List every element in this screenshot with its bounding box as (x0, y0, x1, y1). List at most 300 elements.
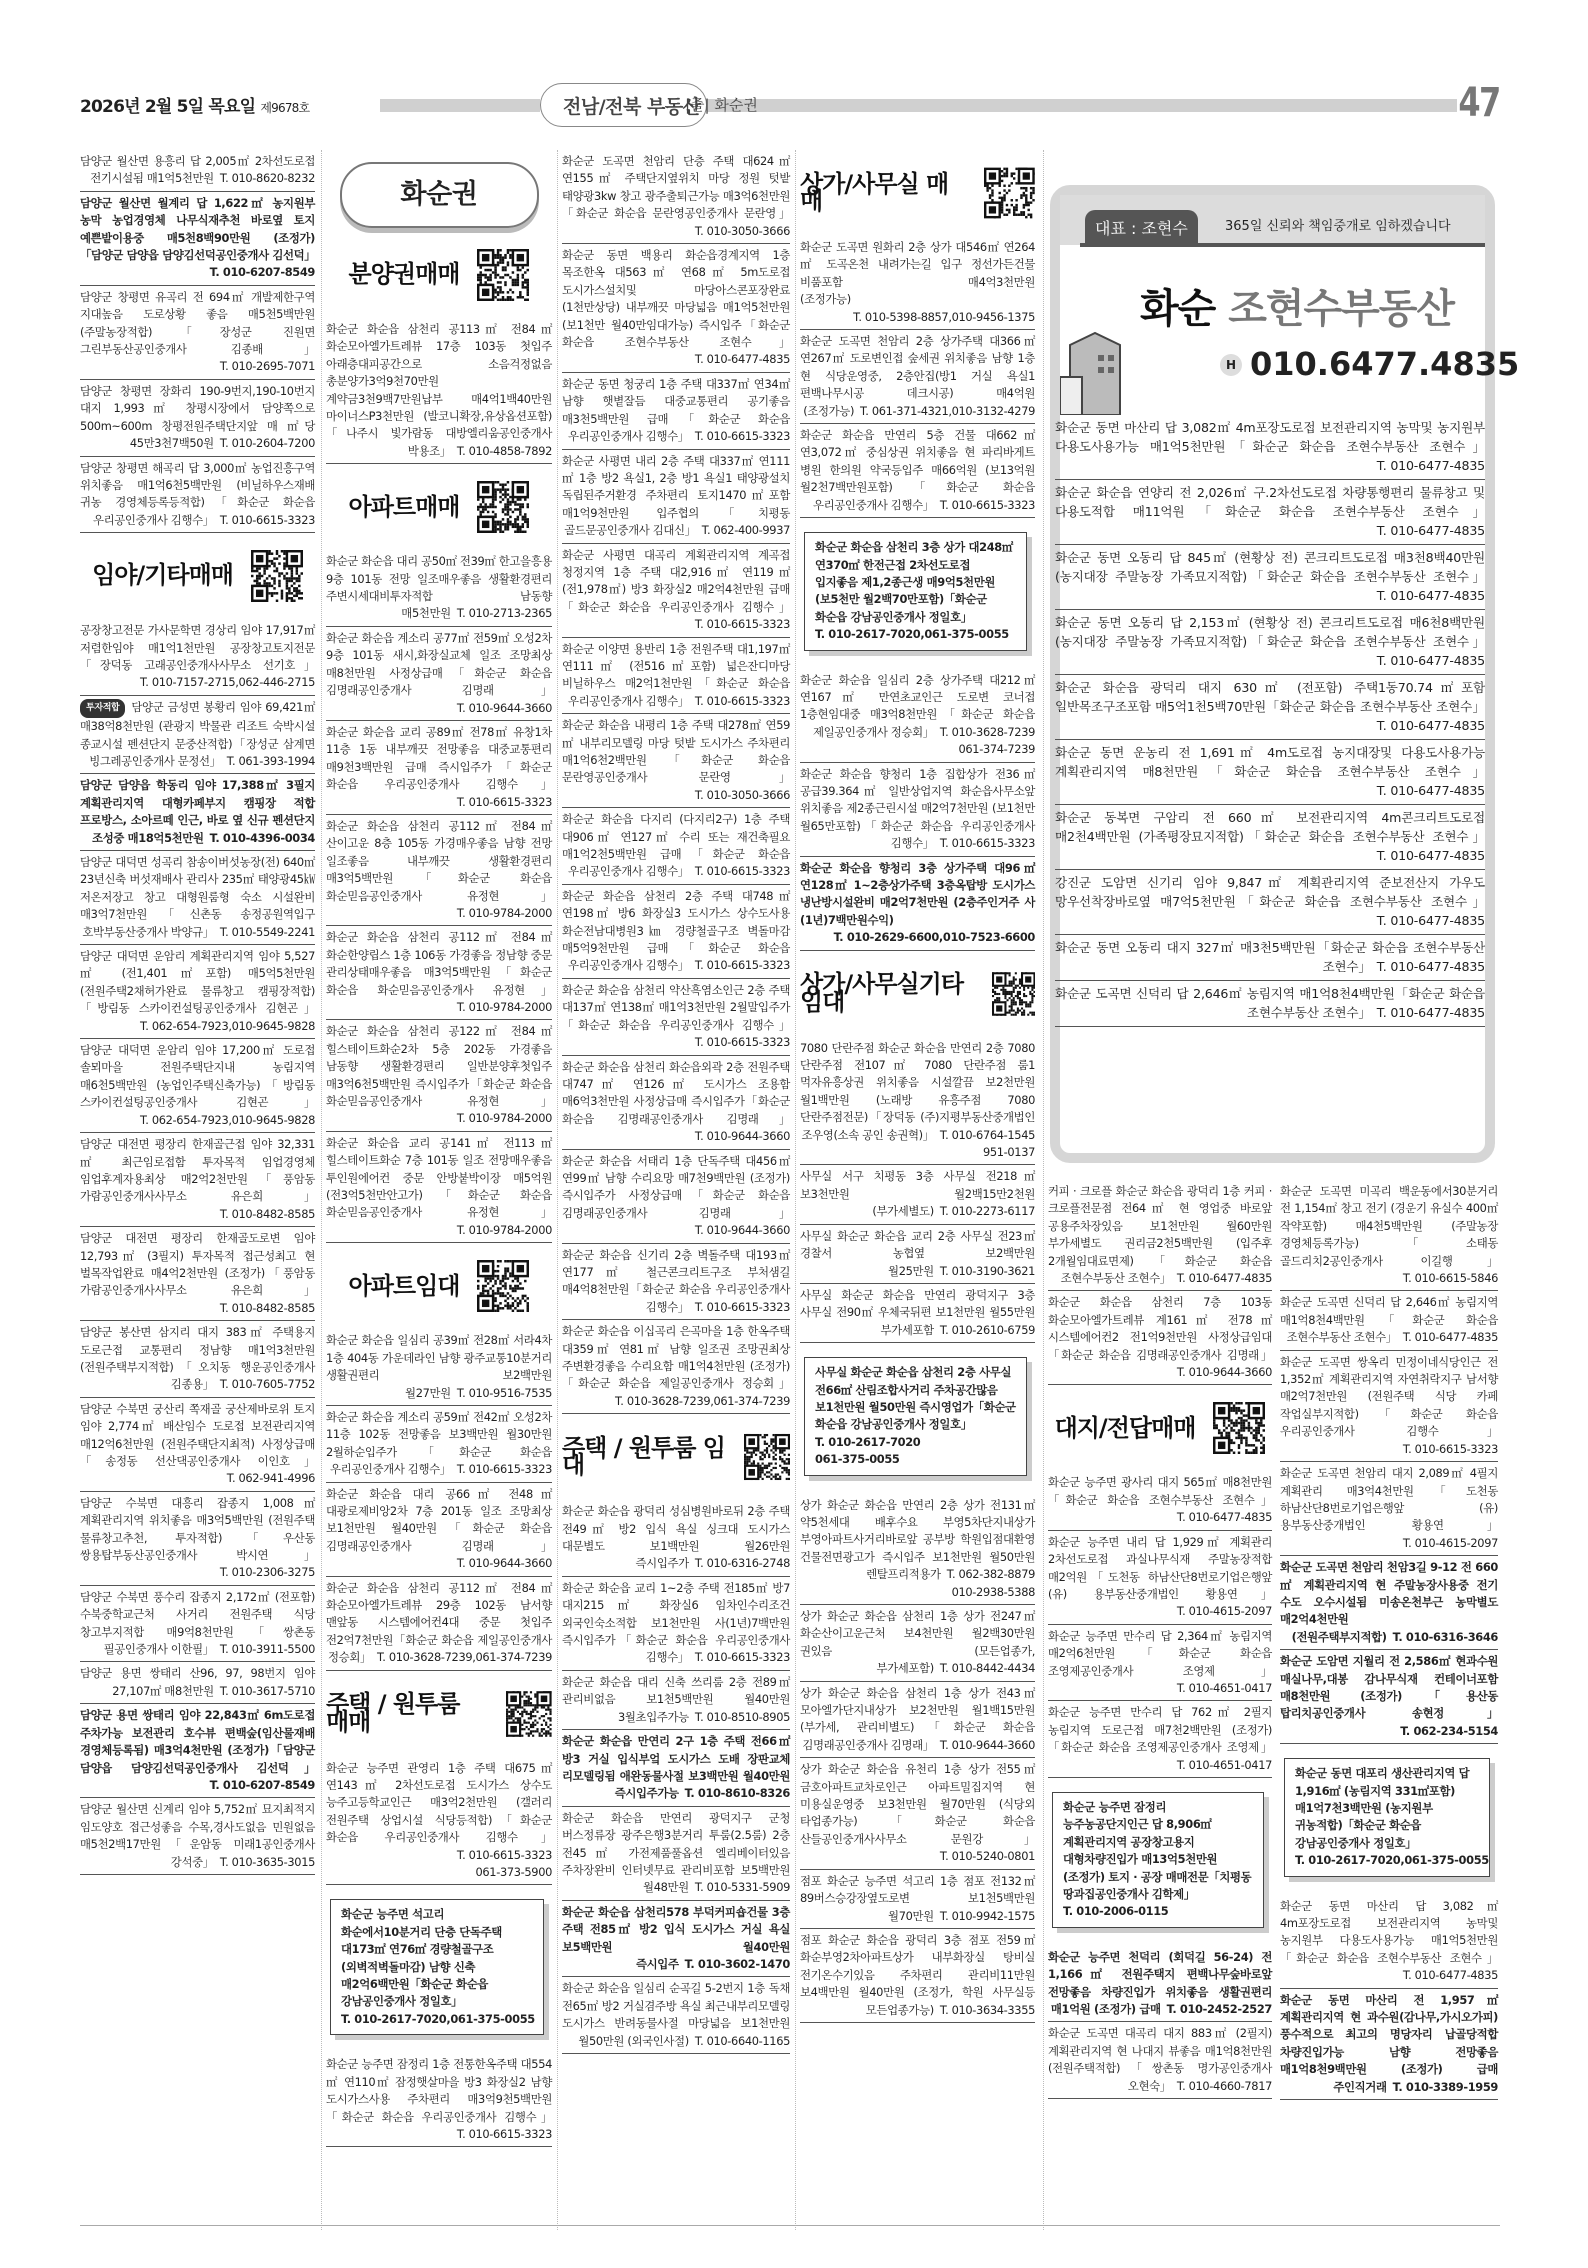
listing-item (326, 1483, 552, 1577)
listing-text: 화순군 능주면 만수리 답 762㎡ 2필지 농림지역 도로근접 매7천2백만원 (조정가)「화순군 화순읍 조영제공인중개사 조영제」 (1048, 1705, 1272, 1755)
issue-date (80, 92, 309, 117)
building-icon (1060, 315, 1130, 415)
listing-phone: T. 010-3050-3666 (694, 223, 790, 238)
category-title: 주택 / 원투룸 임대 (562, 1433, 725, 1480)
listing-phone: T. 010-5240-0801 (939, 1849, 1035, 1864)
listing-item (800, 330, 1035, 424)
listing-text: 담양군 창평면 해곡리 답 3,000㎡ 농업진흥구역 위치좋음 매1억6천5백만원 (비닐하우스재배 귀농 경영체등록등적합)「화순군 화순읍 우리공인중개사 김행수」 (80, 460, 315, 527)
listing-phone: T. 062-654-7923,010-9645-9828 (140, 1112, 315, 1127)
listing-phone: T. 010-6615-3323 (456, 1847, 552, 1862)
listing-text: 화순군 도곡면 천암리 단층 주택 대624㎡ 연155㎡ 주택단지옆위치 마당 정원 텃밭 태양광3kw 창고 광주출퇴근가능 매3억6천만원「화순군 화순읍 문란영공인중개사 문란영」 (562, 154, 790, 221)
listing-item (1280, 1650, 1498, 1744)
listing-item (326, 627, 552, 721)
listing-phone: T. 010-9644-3660 (694, 1129, 790, 1144)
listing-text: 화순군 화순읍 향청리 1층 집합상가 전36㎡ 공급39.364㎡ 일반상업지역 화순읍사무소앞 위치좋음 제2종근린시설 매2억7천만원 (보1천만 월65만포함)「화순군 화순읍 우리공인중개사 김행수」 (800, 766, 1035, 851)
listing-phone: T. 010-9784-2000 (456, 1111, 552, 1126)
listing-phone: T. 010-9784-2000 (456, 1222, 552, 1237)
header-bar-left (380, 99, 540, 112)
listing-text: 화순군 화순읍 광덕리 대지 630㎡ (전포함) 주택1동70.74㎡포함 일반목조구조포함 매5억1천5백70만원「화순군 화순읍 조현수부동산 조현수」 (1055, 680, 1485, 714)
listing-phone: T. 010-6615-3323 (939, 497, 1035, 512)
listing-phone: T. 010-4858-7892 (456, 443, 552, 458)
listing-phone: T. 010-6477-4835 (1402, 1330, 1498, 1345)
listing-text: 화순군 화순읍 내평리 1층 주택 대278㎡ 연59㎡ 내부리모델링 마당 텃밭 도시가스 주차편리 매1억6천2백만원「화순군 화순읍 문란영공인중개사 문란영」 (562, 718, 790, 785)
listing-phone: T. 010-2306-3275 (219, 1565, 315, 1580)
listing-text: 화순군 도곡면 원화리 2층 상가 대546㎡ 연264㎡ 도곡온천 내려가는길 입구 정선가든건물 비품포함 매4억3천만원 (조정가능) (800, 240, 1035, 307)
listing-item (80, 851, 315, 945)
qr-code-icon[interactable] (506, 1688, 552, 1740)
category-header (326, 1247, 552, 1325)
category-header (80, 537, 315, 615)
listing-phone: T. 010-6477-4835 (1376, 588, 1485, 603)
listing-item (1048, 2022, 1272, 2099)
listing-text: 화순군 화순읍 삼천리 화순읍외곽 2층 전원주택 대747㎡ 연126㎡ 도시가스 조용함 매6억3천만원 사정상급매 즉시입주가「화순군 화순읍 김명래공인중개사 김명래」 (562, 1059, 790, 1126)
listing-phone: T. 010-6615-3323 (456, 794, 552, 809)
listing-text: 화순군 화순읍 이십곡리 은곡마을 1층 한옥주택 대359㎡ 연81㎡ 남향 일조권 조망권최상 주변환경좋음 수리요함 매1억4천만원 (조정가)「화순군 화순읍 제일공인중개사 정승회」 (562, 1324, 790, 1391)
listing-text: 화순군 동면 마산리 답 3,082㎡ 4m포장도로접 보전관리지역 농막및 농지원부 다용도사용가능 매1억5천만원「화순군 화순읍 조현수부동산 조현수」 (1280, 1898, 1498, 1965)
slogan: 365일 신뢰와 책임중개로 임하겠습니다 (1225, 219, 1451, 234)
listing-text: 화순군 도암면 지월리 전 2,586㎡ 현과수원 매실나무,대봉 감나무식재 컨테이너포함 매8천만원 (조정가)「용산동 탑리치공인중개사 송현정」 (1280, 1654, 1498, 1721)
listing-phone-secondary: 061-375-0055 (815, 1452, 900, 1467)
listing-text: 상가 화순군 화순읍 만연리 2층 상가 전131㎡ 약5천세대 배후수요 부영5차단지내상가 부영아파트사거리바로앞 공부방 학원입점대환영 건물전면광고가 즉시입주 보1천만원 월50만원 렌탈프리적용가 (800, 1497, 1035, 1582)
listing-phone: T. 010-3628-7239,061-374-7239 (615, 1393, 790, 1408)
listing-item (1048, 1701, 1272, 1778)
listing-text: 담양군 수북면 대흥리 잡종지 1,008㎡ 계획관리지역 위치좋음 매3억5백만원 (전원주택 물류창고추천, 투자적합)「우산동 쌍용탑부동산공인중개사 박시연」 (80, 1495, 315, 1563)
listing-item (80, 457, 315, 534)
listing-phone: T. 010-6615-3323 (694, 693, 790, 708)
listing-phone: T. 010-2604-7200 (219, 436, 315, 451)
listing-text: 담양군 월산면 월계리 답 1,622㎡ 농지원부 농막 농업경영체 나무식재추천 바로옆 토지 예쁜밭이용중 매5천8백90만원 (조정가)「담양군 담양읍 담양김선덕공인중개사 김선덕」 (80, 195, 316, 263)
listing-text: 화순군 도곡면 쌍옥리 민정이네식당인근 전 1,352㎡ 계획관리지역 자연취락지구 남서향 매2억7천만원 (전원주택 식당 카페 작업실부지적합)「화순군 화순읍 우리공인중개사 김행수」 (1280, 1354, 1498, 1439)
brand-name (1140, 277, 1454, 334)
listing-phone: T. 010-6477-4835 (1376, 718, 1485, 733)
listing-item (80, 1586, 315, 1663)
listing-text: 화순군 화순읍 삼천리 3층 상가 대248㎡ 연370㎡ 한전근접 2차선도로접 입지좋음 제1,2종근생 매9억5천만원 (보5천만 월2백70만포함)「화순군 화순읍 강남공인중개사 정일호」 (815, 540, 1013, 624)
listing-phone: T. 010-2617-7020,061-375-0055 (1295, 1853, 1489, 1868)
listing-item (80, 1798, 315, 1875)
listing-phone: T. 010-2629-6600,010-7523-6600 (833, 930, 1035, 945)
listing-item (800, 857, 1035, 951)
listing-phone: T. 010-4651-0417 (1176, 1680, 1272, 1695)
listing-text: 화순군 화순읍 교리 1~2층 주택 전185㎡ 방7 대지215㎡ 화장실6 임차인수리조건 외국인숙소적합 보1천만원 사(1년)7백만원 즉시입주가「화순군 화순읍 우리공인중개사 김행수」 (562, 1580, 790, 1665)
listing-text: 화순군 화순읍 광덕리 성심병원바로뒤 2층 주택 전49㎡ 방2 입식 욕실 싱크대 도시가스 대문별도 보1백만원 월26만원 즉시입주가 (562, 1504, 790, 1571)
listing-text: 점포 화순군 능주면 석고리 1층 점포 전132㎡ 89버스승강장옆도로변 보1천5백만원 월70만원 (800, 1873, 1035, 1923)
listing-text: 화순군 화순읍 삼천리 약산흑염소인근 2층 주택 대137㎡ 연138㎡ 매1억3천만원 2월말입주가「화순군 화순읍 우리공인중개사 김행수」 (562, 982, 790, 1032)
listing-text: 화순군 동면 오동리 답 845㎡ (현황상 전) 콘크리트도로접 매3천8백40만원 (농지대장 주말농장 가족묘지적합)「화순군 화순읍 조현수부동산 조현수」 (1055, 550, 1485, 584)
listing-text: 담양군 금성면 봉황리 임야 69,421㎡ 매38억8천만원 (관광지 박물관 리조트 숙박시설 종교시설 펜션단지 문중산적합)「장성군 삼계면 빙그레공인중개사 문정선」 (80, 699, 315, 768)
listing-phone: T. 010-6615-3323 (694, 429, 790, 444)
listing-text: 화순군 동면 대포리 생산관리지역 답 1,916㎡ (농림지역 331㎡포함) 매1억7천3백만원 (농지원부 귀농적합)「화순군 화순읍 강남공인중개사 정일호」 (1295, 1766, 1470, 1850)
listing-text: 화순군 화순읍 대리 공50㎡ 전39㎡ 한고을흥용 9층 101동 전망 일조매우좋음 생활환경편리 주변시세대비투자적합 남동향 매5천만원 (326, 554, 552, 621)
listing-item (562, 1807, 790, 1901)
listing-text: 담양군 대덕면 운암리 임야 17,200㎡ 도로접 솔뫼마을 전원주택단지내 농림지역 매6천5백만원 (농업인주택신축가능)「방림동 스카이컨설팅공인중개사 김현곤」 (80, 1043, 315, 1110)
listing-text: 화순군 화순읍 교리 공141㎡ 전113㎡ 힐스테이트화순 7층 101동 일조 전망매우좋음 투인원에어컨 중문 안방붙박이장 매5억원 (전3억5천만안고가)「화순군 화순읍 화순믿음공인중개사 유정현」 (326, 1135, 552, 1220)
page-header (80, 80, 1510, 130)
listing-text: 화순군 동면 운농리 전 1,691㎡ 4m도로접 농지대장및 다용도사용가능 계획관리지역 매8천만원「화순군 화순읍 조현수부동산 조현수」 (1055, 745, 1485, 779)
listing-item (1048, 1471, 1272, 1530)
listing-phone: T. 010-3190-3621 (939, 1263, 1035, 1278)
qr-code-icon[interactable] (477, 481, 529, 533)
listing-item (800, 1225, 1035, 1284)
listing-item (562, 544, 790, 638)
listing-item (562, 1977, 790, 2054)
listing-text: 화순군 능주면 잠정리 1층 전통한옥주택 대554㎡ 연110㎡ 잠정햇살마을 방3 화장실2 남향 도시가스사용 주차편리 매3억9천5백만원「화순군 화순읍 우리공인중개사 김행수」 (326, 2057, 552, 2124)
brand-region: 화순 (1140, 286, 1216, 332)
column-divider (1043, 150, 1044, 2230)
listing-phone: T. 010-6477-4835 (1376, 848, 1485, 863)
listing-item (326, 1132, 552, 1243)
listing-phone: T. 010-3617-5710 (219, 1683, 315, 1698)
listing-text: 화순군 도곡면 천암리 대지 2,089㎡ 4필지 계획관리 매3억4천만원「도천동 하남산단8번로기업은행앞 (유) 용부동산중개법인 황용연」 (1280, 1466, 1498, 1533)
listing-text: 화순군 이양면 용반리 1층 전원주택 대1,197㎡ 연111㎡ (전516㎡포함) 넓은잔디마당 비닐하우스 매2억1천만원「화순군 화순읍 우리공인중개사 김행수」 (562, 641, 790, 708)
category-header (326, 468, 552, 546)
listing-text: 화순군 화순읍 삼천리 2층 주택 대748㎡ 연198㎡ 방6 화장실3 도시가스 상수도사용 화순전남대병원3㎞ 경량철골구조 벽돌마감 매5억9천만원 급매「화순군 화순읍 우리공인중개사 김행수」 (562, 888, 790, 973)
category-header (800, 955, 1035, 1033)
listing-item (800, 763, 1035, 857)
listing-text: 화순군 도곡면 천암리 천암3길 9-12 전 660㎡ 계획관리지역 현 주말농장사용중 전기 수도 오수시설됨 미송온천부근 농막별도 매2억4천만원 (전원주택부지적합) (1280, 1560, 1498, 1644)
listing-item (562, 1320, 790, 1414)
listing-item (562, 1671, 790, 1730)
listing-text: 담양군 월산면 신계리 임야 5,752㎡ 묘지최적지 임도양호 접근성좋음 수목,경사도없음 민원없음 매5천2백17만원「운암동 미래1공인중개사 강석중」 (80, 1802, 315, 1869)
listing-item (1280, 1180, 1498, 1291)
listing-phone: T. 010-7157-2715,062-446-2715 (140, 675, 315, 690)
listing-phone: T. 010-3635-3015 (219, 1854, 315, 1869)
feature-listing-item (1055, 981, 1485, 1027)
listing-text: 담양군 월산면 용흥리 답 2,005㎡ 2차선도로접 전기시설됨 매1억5천만원 (80, 154, 315, 186)
listing-phone: T. 010-6477-4835 (1376, 653, 1485, 668)
listing-phone: T. 010-2452-2527 (1166, 2002, 1272, 2017)
listing-text: 담양군 용면 쌍태리 산96, 97, 98번지 임야 27,107㎡ 매8천만원 (80, 1666, 315, 1698)
feature-listing-item (1055, 545, 1485, 610)
listing-item (80, 150, 315, 192)
listing-phone: T. 010-6615-3323 (694, 617, 790, 632)
category-header (562, 1418, 790, 1496)
feature-listing-item (1055, 805, 1485, 870)
listing-phone: T. 010-6477-4835 (1176, 1510, 1272, 1525)
listing-phone: T. 010-6615-3323 (219, 512, 315, 527)
feature-ad-rule (1080, 243, 1485, 247)
column-divider (557, 150, 558, 2230)
listing-text: 강진군 도암면 신기리 임야 9,847㎡ 계획관리지역 준보전산지 가우도 망우선착장바로옆 매7억5천만원「화순군 화순읍 조현수부동산 조현수」 (1055, 875, 1485, 909)
feature-listing-item (1055, 870, 1485, 935)
listing-phone-secondary: 951-0137 (982, 1145, 1035, 1160)
listing-phone: T. 010-9942-1575 (939, 1908, 1035, 1923)
listing-phone: T. 010-3911-5500 (219, 1642, 315, 1657)
listing-phone-secondary: 061-373-5900 (475, 1865, 552, 1880)
listing-text: 화순군 화순읍 연양리 전 2,026㎡ 구.2차선도로접 차량통행편리 물류창고 및 다용도적합 매11억원「화순군 화순읍 조현수부동산 조현수」 (1055, 485, 1485, 519)
listing-phone: T. 010-3628-7239,061-374-7239 (377, 1650, 552, 1665)
feature-listing-item (1055, 675, 1485, 740)
listing-phone: T. 010-4660-7817 (1176, 2078, 1272, 2093)
listing-phone: T. 010-6477-4835 (1376, 913, 1485, 928)
listing-phone: T. 062-654-7923,010-9645-9828 (140, 1018, 315, 1033)
category-title: 임야/기타매매 (92, 561, 233, 590)
listing-phone: T. 010-2617-7020,061-375-0055 (815, 627, 1009, 642)
listing-item (326, 1577, 552, 1671)
listing-phone: T. 010-6477-4835 (1376, 523, 1485, 538)
listing-item (800, 1929, 1035, 2023)
listing-text: 화순군 화순읍 대리 신축 쓰리룸 2층 전89㎡ 관리비없음 보1천5백만원 월40만원 3월초입주가능 (562, 1674, 790, 1724)
page-number: 47 (1458, 80, 1500, 126)
listing-item (562, 150, 790, 244)
listing-text: 담양군 수북면 풍수리 잡종지 2,172㎡ (전포함) 수북중학교근처 사거리 전원주택 식당 창고부지적합 매9억8천만원「쌍촌동 필공인중개사 이한필」 (80, 1589, 315, 1657)
listing-phone: T. 010-6615-3323 (1402, 1441, 1498, 1456)
listing-item (562, 714, 790, 808)
qr-code-icon[interactable] (477, 249, 529, 301)
category-title: 상가/사무실 매매 (800, 169, 949, 215)
boxed-listing (804, 1357, 1027, 1475)
listing-phone: T. 010-3389-1959 (1392, 2079, 1498, 2094)
agency-phone (1220, 345, 1519, 383)
listing-text: 화순군 도곡면 신덕리 답 2,646㎡ 농림지역 매1억8천4백만원「화순군 화순읍 조현수부동산 조현수」 (1055, 986, 1485, 1020)
listing-item (80, 696, 315, 775)
qr-code-icon[interactable] (1213, 1402, 1265, 1454)
listing-text: 화순군 화순읍 대리 공66㎡ 전48㎡ 대광로제비앙2차 7층 201동 일조 조망최상 보1천만원 월40만원「화순군 화순읍 김명래공인중개사 김명래」 (326, 1486, 552, 1553)
boxed-listing (1052, 1792, 1264, 1928)
listing-text: 상가 화순군 화순읍 삼천리 1층 상가 전247㎡ 화순산이고운근처 보4천만원 월2백30만원 권있음 (모든업종가,부가세포함) (800, 1609, 1035, 1676)
listing-phone: T. 010-6615-3323 (694, 958, 790, 973)
category-title: 아파트임대 (348, 1271, 460, 1300)
listing-text: 화순군 화순읍 서태리 1층 단독주택 대456㎡ 연99㎡ 남향 수리요망 매7천9백만원 (조정가) 즉시입주가 사정상급매「화순군 화순읍 김명래공인중개사 김명래」 (562, 1153, 790, 1220)
listing-phone: T. 010-6615-3323 (456, 1462, 552, 1477)
listing-text: 화순군 화순읍 삼천리 공112㎡ 전84㎡ 산이고운 8층 105동 가경매우좋음 남향 전망 일조좋음 내부깨끗 생활환경편리 매3억5백만원「화순군 화순읍 화순믿음공인중개사 유정현」 (326, 818, 552, 903)
listing-item (1280, 1556, 1498, 1650)
listing-item (1280, 1291, 1498, 1350)
issue-number: 제9678호 (260, 101, 310, 115)
column-hwasun-apartments (326, 150, 552, 2147)
listing-text: 담양군 창평면 장화리 190-9번지,190-10번지 대지 1,993㎡ 창평시장에서 담양쪽으로 500m~600m 창평전원주택단지앞 매 ㎡당 45만3천7백50원 (80, 383, 315, 451)
boxed-listing (330, 1899, 544, 2035)
listing-phone: T. 010-6477-4835 (1376, 783, 1485, 798)
listing-text: 담양군 대덕면 성곡리 참송이버섯농장(전) 640㎡ 23년신축 버섯재배사 관리사 235㎡ 태양광45㎾ 저온저장고 창고 대형원룸형 숙소 시설완비 매3억7천만원「신촌동 송정공원역입구 호박부동산중개사 박양규」 (80, 855, 315, 939)
listing-item (326, 318, 552, 464)
listing-phone: T. 010-6477-4835 (1402, 1968, 1498, 1983)
listing-item (80, 1321, 315, 1398)
boxed-listing (1284, 1758, 1490, 1876)
listing-item (80, 286, 315, 380)
listing-phone: T. 010-9644-3660 (939, 1737, 1035, 1752)
column-hwasun-houses (562, 150, 790, 2054)
listing-item (80, 1492, 315, 1586)
listing-text: 화순군 동면 마산리 답 3,082㎡ 4m포장도로접 보전관리지역 농막및 농지원부 다용도사용가능 매1억5천만원「화순군 화순읍 조현수부동산 조현수」 (1055, 420, 1485, 454)
listing-item (562, 1056, 790, 1150)
listing-item (1048, 1531, 1272, 1625)
listing-text: 담양군 담양읍 학동리 임야 17,388㎡ 3필지 계획관리지역 대형카페부지 캠핑장 적합 프로방스, 소아르떼 인근, 바로 옆 신규 펜션단지 조성중 매18억5천만원 (80, 778, 315, 845)
listing-item (562, 885, 790, 979)
qr-code-icon[interactable] (984, 167, 1035, 219)
listing-phone: T. 010-8610-8326 (684, 1786, 790, 1801)
listing-text: 담양군 창평면 유곡리 전 694㎡ 개발제한구역 지대높음 도로상황 좋음 매5천5백만원 (주말농장적합)「장성군 진원면 그린부동산공인중개사 김종배」 (80, 289, 315, 357)
listing-item (800, 1870, 1035, 1929)
listing-item (80, 192, 315, 286)
listing-text: 사무실 서구 치평동 3층 사무실 전218㎡ 보3천만원 월2백15만2천원 (부가세별도) (800, 1169, 1035, 1219)
column-divider (795, 150, 796, 2230)
column-land-left (1048, 1180, 1272, 2099)
listing-item (562, 373, 790, 450)
listing-text: 담양군 용면 쌍태리 임야 22,843㎡ 6m도로접 주차가능 보전관리 호수뷰 편백숲(임산물재배 경영체등록됨) 매3억4천만원 (조정가)「담양군 담양읍 담양김선덕공인중개사 김선덕」 (80, 1708, 315, 1775)
phone-number: 010.6477.4835 (1250, 345, 1520, 383)
listing-text: 화순군 사평면 내리 2층 주택 대337㎡ 연111㎡ 1층 방2 욕실1, 2층 방1 욕실1 태양광설치 독립된주거환경 주차편리 토지1470㎡포함 매1억9천만원 입주협의「치평동 골드문공인중개사 김대신」 (562, 453, 790, 538)
qr-code-icon[interactable] (251, 550, 303, 602)
listing-item (562, 979, 790, 1056)
listing-item (562, 1150, 790, 1244)
boxed-listing (804, 532, 1027, 650)
listing-phone: T. 010-3602-1470 (684, 1956, 790, 1971)
listing-text: 화순군 화순읍 향청리 3층 상가주택 대96㎡ 연128㎡ 1~2층상가주택 3층옥탑방 도시가스 냉난방시설완비 매2억7천만원 (2층주인거주 사(1년)7백만원수익) (800, 860, 1035, 927)
listing-phone: T. 010-8482-8585 (219, 1206, 315, 1221)
investment-badge: 투자적합 (80, 699, 125, 718)
listing-phone: T. 061-371-4321,010-3132-4279 (860, 403, 1035, 418)
listing-phone: T. 010-7605-7752 (219, 1377, 315, 1392)
listing-item (562, 1500, 790, 1577)
listing-phone: T. 010-8620-8232 (219, 171, 315, 186)
column-land-right (1280, 1180, 1498, 2100)
listing-phone: T. 010-6207-8549 (209, 265, 315, 280)
listing-text: 화순군 화순읍 만연리 5층 건물 대662㎡ 연3,072㎡ 중심상권 위치좋음 현 파리바게트 병원 한의원 약국등입주 매66억원 (보13억원 월2천7백만원포함)「화순군 화순읍 우리공인중개사 김행수」 (800, 428, 1035, 512)
listing-phone: T. 010-6615-3323 (694, 1650, 790, 1665)
listing-phone: T. 010-6207-8549 (209, 1777, 315, 1792)
qr-code-icon[interactable] (744, 1431, 790, 1483)
listing-text: 화순군 화순읍 계소리 공77㎡ 전59㎡ 오성2차 9층 101동 새시,화장실교체 일조 조망최상 매8천만원 사정상급매「화순군 화순읍 김명래공인중개사 김명래」 (326, 630, 552, 698)
listing-phone: T. 010-2273-6117 (939, 1204, 1035, 1219)
listing-item (562, 638, 790, 715)
listing-text: 화순군 화순읍 삼천리 공112㎡ 전84㎡ 화순모아엘가트레뷰 29층 102동 남서향 맨앞동 시스템에어컨4대 중문 첫입주 전2억7천만원「화순군 화순읍 제일공인중개사 정승회」 (326, 1580, 552, 1665)
listing-text: 화순군 능주면 관영리 1층 주택 대675㎡ 연143㎡ 2차선도로접 도시가스 상수도 능주고등학교인근 매3억2천만원 (갤러리 전원주택 상업시설 식당등적합)「화순군 화순읍 우리공인중개사 김행수」 (326, 1760, 552, 1845)
listing-phone: T. 010-9784-2000 (456, 905, 552, 920)
listing-text: 화순군 화순읍 만연리 2구 1층 주택 전66㎡ 방3 거실 입식부엌 도시가스 도배 장판교체 리모델링됨 애완동물사절 보3백만원 월40만원 즉시입주가능 (562, 1734, 790, 1801)
qr-code-icon[interactable] (477, 1260, 529, 1312)
listing-phone: T. 010-6615-3323 (694, 864, 790, 879)
listing-item (562, 450, 790, 544)
feature-listing-item (1055, 610, 1485, 675)
listing-text: 화순군 화순읍 일심리 2층 상가주택 대212㎡ 연167㎡ 만연초교인근 도로변 코너접 1층현임대중 매3억8천만원「화순군 화순읍 제일공인중개사 정승회」 (800, 672, 1035, 739)
listing-text: 화순군 화순읍 삼천리578 부덕커피숍건물 3층 주택 전85㎡ 방2 입식 도시가스 거실 욕실 보5백만원 월40만원 즉시입주 (562, 1904, 790, 1971)
listing-item (80, 1039, 315, 1133)
listing-text: 화순군 사평면 대곡리 계획관리지역 계곡접 청정지역 1층 주택 대2,916㎡ 연119㎡ (전1,978㎡) 방3 화장실2 매2억4천만원 급매「화순군 화순읍 우리공인중개사 김행수」 (562, 547, 790, 614)
listing-item (800, 669, 1035, 763)
listing-text: 화순군 능주면 내리 답 1,929㎡ 계획관리 2차선도로접 과실나무식재 주말농장적합 매2억원「도천동 하남산단8번로기업은행앞 (유) 용부동산중개법인 황용연」 (1048, 1534, 1272, 1601)
listing-text: 화순군 화순읍 삼천리 공112㎡ 전84㎡ 화순한양립스 1층 106동 가경좋음 정남향 중문 관리상태매우좋음 매3억5백만원「화순군 화순읍 화순믿음공인중개사 유정현」 (326, 930, 552, 997)
listing-phone: T. 010-9644-3660 (694, 1223, 790, 1238)
section-subtitle: |줄| 화순권 (685, 96, 758, 114)
listing-text: 화순군 화순읍 삼천리 공113㎡ 전84㎡ 화순모아엘가트레뷰 17층 103동 첫입주 아래층대피공간으로 소음걱정없음 총분양가3억9천70만원 계약금3천9백7만원납부 매4억1백40만원 마이너스P3천만원 (발코니확장,유상옵션포함)「나주시 빛가람동 대방엘리움공인중개사 박용조」 (326, 322, 552, 458)
representative-tab: 대표 : 조현수 (1085, 210, 1198, 243)
listing-item (80, 1398, 315, 1492)
listing-item (80, 619, 315, 696)
listing-phone: T. 062-941-4996 (226, 1471, 315, 1486)
listing-text: 공장창고전문 가사문학면 경상리 임야 17,917㎡ 저렴한임야 매1억1천만원 공장창고토지전문「장덕동 고래공인중개사사무소 선기호」 (80, 623, 315, 672)
listing-item (800, 1682, 1035, 1759)
listing-item (326, 1329, 552, 1406)
listing-text: 화순군 화순읍 계소리 공59㎡ 전42㎡ 오성2차 11층 102동 전망좋음 보3백만원 월30만원 2월하순입주가「화순군 화순읍 우리공인중개사 김행수」 (326, 1409, 552, 1477)
listing-text: 화순군 도곡면 대곡리 대지 883㎡ (2필지) 계획관리지역 현 나대지 뷰좋음 매1억8천만원 (전원주택적합)「쌍촌동 명가공인중개사 오현숙」 (1048, 2026, 1272, 2093)
category-header (800, 154, 1035, 232)
listing-item (800, 1284, 1035, 1343)
listing-text: 점포 화순군 화순읍 광덕리 3층 점포 전59㎡ 화순부영2차아파트상가 내부화장실 탕비실 전기온수기있음 주차편리 관리비11만원 보4백만원 월40만원 (조정가, 학원 사무실등 모든업종가능) (800, 1932, 1035, 2017)
listing-phone: T. 010-6316-3646 (1392, 1629, 1498, 1644)
listing-phone: T. 010-8482-8585 (219, 1300, 315, 1315)
listing-text: 화순군 동복면 구암리 전 660㎡ 보전관리지역 4m콘크리트도로접 매2천4백만원 (가족평장묘지적합)「화순군 화순읍 조현수부동산 조현수」 (1055, 810, 1485, 844)
listing-phone: T. 010-3634-3355 (939, 2002, 1035, 2017)
listing-phone: T. 010-6615-3323 (694, 1299, 790, 1314)
listing-text: 화순군 화순읍 신기리 2층 벽돌주택 대193㎡ 연177㎡ 철근콘크리트구조 부처샘길 매4억8천만원「화순군 화순읍 우리공인중개사 김행수」 (562, 1247, 790, 1314)
listing-text: 화순군 화순읍 만연리 광덕지구 군청 버스정류장 광주은행3분거리 투룸(2.5룸) 2층 전45㎡ 가전제품풀옵션 엘리베이터있음 주차장완비 인터넷무료 관리비포함 보5백만원 월48만원 (562, 1810, 790, 1895)
category-title: 아파트매매 (348, 492, 460, 521)
listing-item (80, 1133, 315, 1227)
listing-text: 화순군 동면 백용리 화순읍경계지역 1층 목조한옥 대563㎡ 연68㎡ 5m도로접 도시가스설치및 마당아스콘포장완료(1천만상당) 내부깨끗 마당넓음 매1억5천만원 (보1천만 월40만임대가능) 즉시입주「화순군 화순읍 조현수부동산 조현수」 (562, 248, 790, 350)
listing-phone: T. 010-8510-8905 (694, 1709, 790, 1724)
listing-text: 화순군 도곡면 미곡리 백운동에서30분거리 전 1,154㎡ 창고 전기 (경운기 유실수 400㎡ 작약포함) 매4천5백만원 (주말농장 경영체등록가능)「소태동 골드리치2공인중개사 이길행」 (1280, 1184, 1498, 1268)
listing-item (800, 1605, 1035, 1682)
listing-item (562, 1901, 790, 1978)
listing-phone: T. 010-5398-8857,010-9456-1375 (853, 309, 1035, 324)
listing-text: 화순군 동면 마산리 전 1,957㎡ 계획관리지역 현 과수원(감나무,가시오가피) 풍수적으로 최고의 명당자리 납골당적합 차량진입가능 남향 전망좋음 매1억8천9백만원 (조정가) 급매 주인직거래 (1280, 1992, 1498, 2094)
listing-item (80, 774, 315, 851)
listing-phone: T. 010-9644-3660 (456, 700, 552, 715)
listing-phone: T. 010-5331-5909 (694, 1880, 790, 1895)
listing-phone: T. 010-2695-7071 (219, 359, 315, 374)
listing-text: 담양군 대전면 평장리 한재골근접 임야 32,331㎡ 최근임로접함 투자목적 임업경영체 임업후계자용최상 매2억2천만원「풍암동 가람공인중개사사무소 유은희」 (80, 1137, 315, 1204)
listing-text: 사무실 화순군 화순읍 교리 2층 사무실 전23㎡ 경찰서 농협옆 보2백만원 월25만원 (800, 1228, 1035, 1278)
listing-item (562, 1244, 790, 1321)
listing-phone: T. 010-4651-0417 (1176, 1757, 1272, 1772)
footer-rule (80, 2225, 1500, 2226)
category-title: 분양권매매 (348, 260, 460, 289)
listing-phone: T. 010-6615-3323 (456, 2126, 552, 2141)
listing-phone: T. 010-6764-1545 (939, 1127, 1035, 1142)
listing-phone: T. 010-6615-3323 (939, 836, 1035, 851)
listing-phone: T. 062-234-5154 (1400, 1723, 1498, 1738)
feature-ad-listings (1055, 415, 1485, 1027)
listing-phone: T. 010-2617-7020 (815, 1434, 921, 1449)
listing-item (1048, 1625, 1272, 1702)
listing-text: 화순군 화순읍 일심리 순곡길 5-2번지 1층 독채 전65㎡ 방2 거실겸주방 욕실 최근내부리모델링 도시가스 반려동물사절 마당넓음 보1천만원 월50만원 (외국인사절) (562, 1981, 790, 2048)
listing-item (1280, 1895, 1498, 1989)
listing-phone: T. 010-6477-4835 (1376, 959, 1485, 974)
listing-text: 상가 화순군 화순읍 유천리 1층 상가 전55㎡ 금호아파트교차로인근 아파트밀집지역 현 미용실운영중 보3천만원 월70만원 (식당외 타업종가능)「화순군 화순읍 산들공인중개사사무소 문원강」 (800, 1762, 1035, 1846)
listing-text: 화순군 동면 청궁리 1층 주택 대337㎡ 연34㎡ 남향 햇볕잘듬 대중교통편리 공기좋음 매3천5백만원 급매「화순군 화순읍 우리공인중개사 김행수」 (562, 376, 790, 444)
listing-text: 담양군 수북면 궁산리 쪽재골 궁산제바로위 토지 임야 2,774㎡ 배산임수 도로접 보전관리지역 매12억6천만원 (전원주택단지최적) 사정상급매「송정동 선산댁공인중개사 이인호」 (80, 1401, 315, 1468)
listing-phone: T. 010-9784-2000 (456, 1000, 552, 1014)
header-bar-right (707, 99, 1457, 112)
qr-code-icon[interactable] (992, 968, 1036, 1020)
category-title: 주택 / 원투룸 매매 (326, 1690, 460, 1736)
listing-item (800, 1037, 1035, 1166)
listing-text: 화순군 능주면 석고리 화순에서10분거리 단층 단독주택 대173㎡ 연76㎡ 경량철골구조(외벽적벽돌마감) 남향 신축 매2억6백만원「화순군 화순읍 강남공인중개사 정일호」 (341, 1907, 502, 2009)
listing-item (800, 236, 1035, 330)
listing-phone: T. 061-393-1994 (226, 753, 315, 768)
listing-phone-secondary: 010-2938-5388 (951, 1584, 1035, 1599)
listing-phone: T. 010-6316-2748 (694, 1556, 790, 1571)
listing-item (1048, 1946, 1272, 2023)
date-text: 2026년 2월 5일 목요일 (80, 97, 256, 117)
listing-text: 커피 · 크로플 화순군 화순읍 광덕리 1층 커피 · 크로플전문점 전64㎡ 현 영업중 바로앞 공용주차장있음 보1천만원 월60만원 부가세별도 권리금2천5백만원 (입주후 2개월임대료면제)「화순군 화순읍 조현수부동산 조현수」 (1048, 1184, 1272, 1286)
listing-item (1280, 1351, 1498, 1462)
listing-phone: T. 010-2610-6759 (939, 1322, 1035, 1337)
listing-text: 사무실 화순군 화순읍 삼천리 2층 사무실 전66㎡ 산림조합사거리 주차공간많음 보1천만원 월50만원 즉시영업가「화순군 화순읍 강남공인중개사 정일호」 (815, 1365, 1016, 1432)
listing-item (326, 550, 552, 627)
mobile-icon: H (1220, 354, 1242, 376)
listing-phone: T. 010-6615-3323 (694, 1035, 790, 1050)
listing-phone: T. 010-4615-2097 (1176, 1604, 1272, 1619)
listing-phone: T. 010-9516-7535 (456, 1385, 552, 1400)
listing-item (326, 2053, 552, 2147)
listing-item (562, 244, 790, 373)
listing-text: 화순군 도곡면 천암리 2층 상가주택 대366㎡ 연267㎡ 도로변인접 숲세권 위치좋음 남향 1층 현 식당운영중, 2층안집(방1 거실 욕실1 편백나무시공 데크시공) 매4억원 (조정가능) (800, 334, 1035, 418)
listing-text: 화순군 능주면 잠정리 능주농공단지인근 답 8,906㎡ 계획관리지역 공장창고용지 대형차량진입가 매13억5천만원 (조정가) 토지 · 공장 매매전문「치평동 땅과집공인중개사 김학제」 (1063, 1799, 1252, 1901)
listing-item (800, 1165, 1035, 1224)
column-damyang (80, 150, 315, 1875)
listing-text: 화순군 화순읍 일심리 공39㎡ 전28㎡ 서라4차 1층 404동 가운데라인 남향 광주교통10분거리 생활권편리 보2백만원 월27만원 (326, 1333, 552, 1400)
